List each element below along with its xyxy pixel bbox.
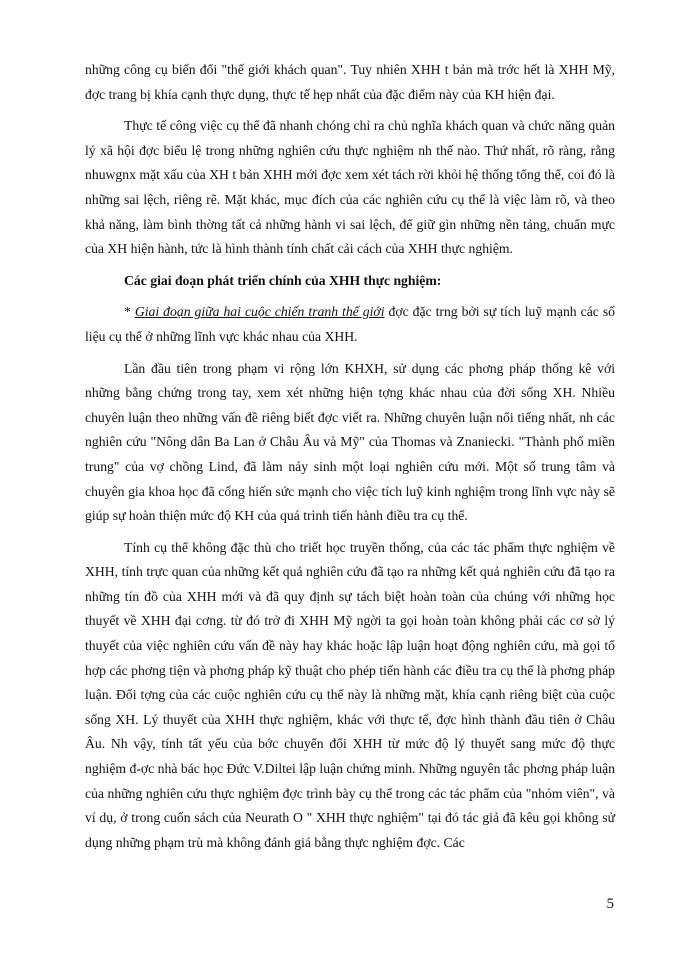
page-number: 5 bbox=[606, 896, 614, 912]
stage-paragraph bbox=[85, 300, 615, 349]
stage-bullet: * bbox=[124, 304, 135, 320]
paragraph-3: Lần đầu tiên trong phạm vi rộng lớn KHXH, sử dụng các phơng pháp thống kê với những bằng chứng trong tay, xem xét những hiện tợng khác nhau của đời sống XH. Nhiều chuyên luận theo những vấn đề riêng biết đợc viết ra. Những chuyên luận nổi tiếng nhất, nh các nghiên cứu "Nông dân Ba Lan ở Châu Âu và Mỹ" của Thomas và Znaniecki. "Thành phố miền trung" của vợ chồng Lind, đã làm nảy sinh một loại nghiên cứu mới. Một số trung tâm và chuyên gia khoa học đã cống hiến sức mạnh cho việc tích luỹ kinh nghiệm trong lĩnh vực này sẽ giúp sự hoàn thiện mức độ KH của quá trình tiến hành điều tra cụ thể. bbox=[85, 360, 615, 524]
section-heading: Các giai đoạn phát triển chính của XHH thực nghiệm: bbox=[124, 272, 442, 288]
paragraph-2: Thực tế công việc cụ thể đã nhanh chóng chỉ ra chủ nghĩa khách quan và chức năng quản lý xã hội đợc biểu lệ trong những nghiên cứu thực nghiệm nh thế nào. Thứ nhất, rõ ràng, rằng nhuwgnx mặt xấu của XH t bản XHH mới đợc xem xét tách rời khỏi hệ thống tổng thể, coi đó là những sai lệch, riêng rẽ. Mặt khác, mục đích của các nghiên cứu cụ thể là việc làm rõ, và theo khả năng, làm bình thờng tất cả những hành vi sai lệch, để giữ gìn những nền tảng, chuẩn mực của XH hiện hành, tức là hình thành tính chất cải cách của XHH thực nghiệm. bbox=[85, 118, 615, 257]
stage-title: Giai đoạn giữa hai cuộc chiến tranh thế giới bbox=[134, 304, 385, 320]
stage-text: đợc đặc trng bởi sự tích luỹ mạnh các số liệu cụ thể ở những lĩnh vực khác nhau của XHH. bbox=[85, 304, 616, 344]
paragraph-1: những công cụ biến đổi "thế giới khách quan". Tuy nhiên XHH t bản mà trớc hết là XHH Mỹ, đợc trang bị khía cạnh thực dụng, thực tế hẹp nhất của đặc điểm này của KH hiện đại. bbox=[85, 62, 615, 102]
paragraph-4: Tính cụ thể không đặc thù cho triết học truyền thống, của các tác phẩm thực nghiệm về XHH, tính trực quan của những kết quả nghiên cứu đã tạo ra những kết quả nghiên cứu đã tạo ra những tín đồ của XHH mới và đã quy định sự tách biệt hoàn toàn của chúng với những học thuyết về XHH đại cơng. từ đó trở đi XHH Mỹ ngời ta gọi hoàn toàn không phải các cơ sở lý thuyết của việc nghiên cứu vấn đề này hay khác hoặc lập luận hoạt động nghiên cứu, mà gọi tổ hợp các phơng tiện và phơng pháp kỹ thuật cho phép tiến hành các điều tra cụ thể là phơng pháp luận. Đối tợng của các cuộc nghiên cứu cụ thể này là những mặt, khía cạnh riêng biệt của cuộc sống XH. Lý thuyết của XHH thực nghiệm, khác với thực tế, đợc hình thành đầu tiên ở Châu Âu. Nh vậy, tính tất yếu của bớc chuyển đổi XHH từ mức độ lý thuyết sang mức độ thực nghiệm đ-ợc nhà bác học Đức V.Diltei lập luận chứng minh. Những nguyên tắc phơng pháp luận của những nghiên cứu thực nghiệm đợc trình bày cụ thể trong các tác phẩm của "nhóm viên", và ví dụ, ở trong cuốn sách của Neurath O " XHH thực nghiệm" tại đó tác giả đã kêu gọi không sử dụng những phạm trù mà không đánh giá bằng thực nghiệm đợc. Các bbox=[85, 539, 615, 850]
